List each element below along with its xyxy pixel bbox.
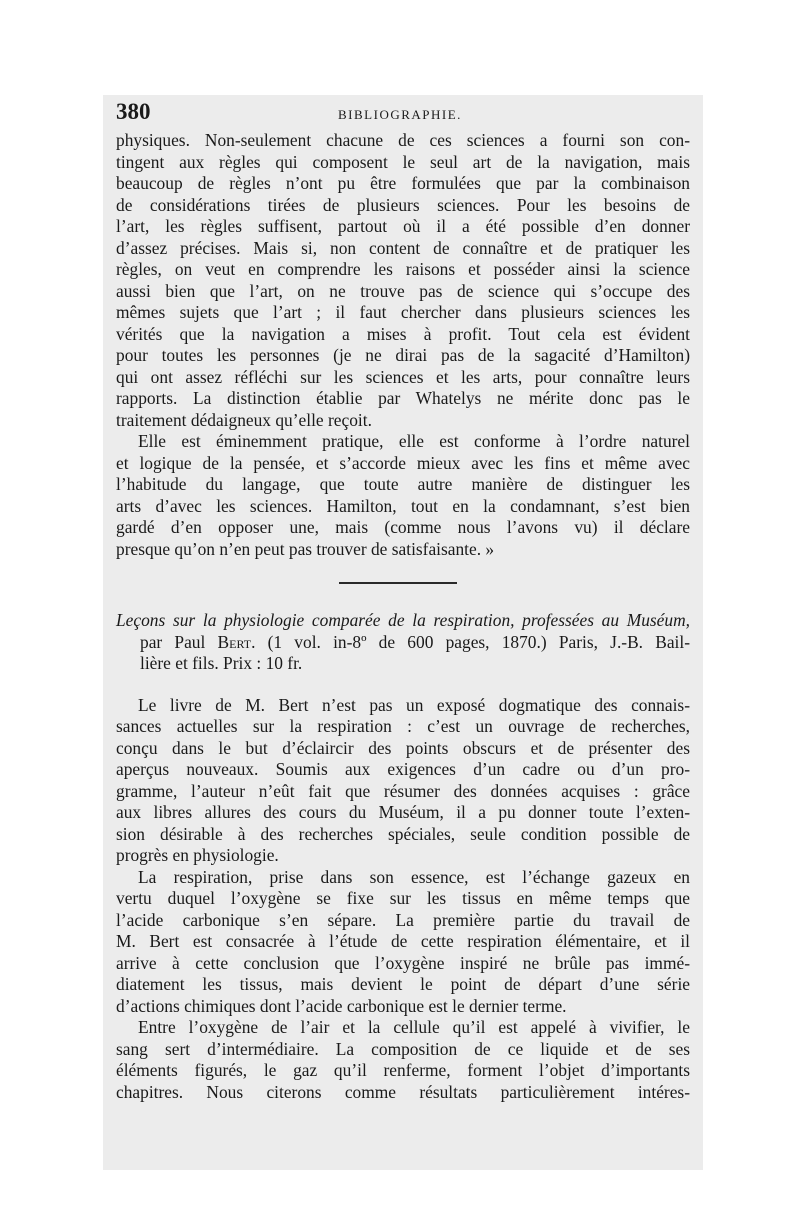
text-line: arts d’avec les sciences. Hamilton, tout en la condamnant, s’est bien [116,495,690,516]
paragraph [116,867,690,1018]
text-line: sion désirable à des recherches spéciales, seule condition possible de [116,823,690,844]
review-citation-line: lière et fils. Prix : 10 fr. [140,653,303,673]
text-line: Elle est éminemment pratique, elle est conforme à l’ordre naturel [138,431,690,451]
text-line: aux libres allures des cours du Muséum, il a pu donner toute l’exten- [116,802,690,822]
text-line: chapitres. Nous citerons comme résultats particulièrement intéres- [116,1081,690,1102]
author-name: Bert [217,631,252,652]
text-line: sang sert d’intermédiaire. La composition de ce liquide et de ses [116,1038,690,1059]
text-line: de considérations tirées de plusieurs sciences. Pour les besoins de [116,194,690,215]
section-divider [339,582,457,584]
text-line: mêmes sujets que l’art ; il faut chercher dans plusieurs sciences les [116,302,690,322]
text-line: gramme, l’auteur n’eût fait que résumer des données acquises : grâce [116,780,690,801]
review-title [116,610,690,632]
text-line: aussi bien que l’art, on ne trouve pas de science qui s’occupe des [116,280,690,301]
text-line: pour toutes les personnes (je ne dirai pas de la sagacité d’Hamilton) [116,345,690,365]
book-title: Leçons sur la physiologie comparée de la respiration, professées au Muséum, [116,610,690,630]
page-header [116,99,696,129]
text-line: conçu dans le but d’éclaircir des points obscurs et de présenter des [116,737,690,758]
running-title: BIBLIOGRAPHIE. [338,107,462,122]
paragraph-continued [116,130,690,431]
text-line: et logique de la pensée, et s’accorde mieux avec les fins et même avec [116,452,690,473]
text-line: Le livre de M. Bert n’est pas un exposé dogmatique des connais- [138,694,690,715]
text-line: physiques. Non-seulement chacune de ces sciences a fourni son con- [116,130,690,150]
text-line: arrive à cette conclusion que l’oxygène inspiré ne brûle pas immé- [116,952,690,973]
text-line: tingent aux règles qui composent le seul art de la navigation, mais [116,151,690,172]
text-line: Entre l’oxygène de l’air et la cellule qu’il est appelé à vivifier, le [138,1017,690,1037]
text-line: sances actuelles sur la respiration : c’est un ouvrage de recherches, [116,716,690,736]
text-line: presque qu’on n’en peut pas trouver de satisfaisante. » [116,538,495,559]
page-number: 380 [116,99,151,124]
review-citation [116,610,690,675]
page-body [116,130,690,1103]
text-line: qui ont assez réfléchi sur les sciences et les arts, pour connaître leurs [116,366,690,387]
paragraph [116,431,690,560]
paragraph [116,1017,690,1103]
text-line: beaucoup de règles n’ont pu être formulées que par la combinaison [116,173,690,193]
text-line: gardé d’en opposer une, mais (comme nous l’avons vu) il déclare [116,517,690,537]
text-line: l’art, les règles suffisent, partout où il a été possible d’en donner [116,216,690,236]
text-line: La respiration, prise dans son essence, est l’échange gazeux en [138,866,690,887]
text-line: M. Bert est consacrée à l’étude de cette respiration élémentaire, et il [116,931,690,951]
text-line: progrès en physiologie. [116,845,279,865]
paragraph [116,695,690,867]
text-line: rapports. La distinction établie par Whatelys ne mérite donc pas le [116,388,690,408]
text-line: l’acide carbonique s’en sépare. La première partie du travail de [116,909,690,930]
text-line: règles, on veut en comprendre les raisons et posséder ainsi la science [116,259,690,279]
text-line: l’habitude du langage, que toute autre manière de distinguer les [116,474,690,494]
text-line: d’actions chimiques dont l’acide carbonique est le dernier terme. [116,995,567,1016]
review-citation-line [116,632,690,654]
text-line: vertu duquel l’oxygène se fixe sur les tissus en même temps que [116,888,690,908]
citation-prefix: par Paul [140,631,218,652]
text-line: d’assez précises. Mais si, non content de connaître et de pratiquer les [116,237,690,258]
text-line: vérités que la navigation a mises à profit. Tout cela est évident [116,323,690,344]
spacer [116,675,690,695]
citation-details: . (1 vol. in-8º de 600 pages, 1870.) Paris, J.-B. Bail- [251,631,690,652]
text-line: traitement dédaigneux qu’elle reçoit. [116,409,372,430]
text-line: aperçus nouveaux. Soumis aux exigences d’un cadre ou d’un pro- [116,759,690,779]
text-line: éléments figurés, le gaz qu’il renferme, forment l’objet d’importants [116,1060,690,1080]
text-line: diatement les tissus, mais devient le point de départ d’une série [116,974,690,994]
